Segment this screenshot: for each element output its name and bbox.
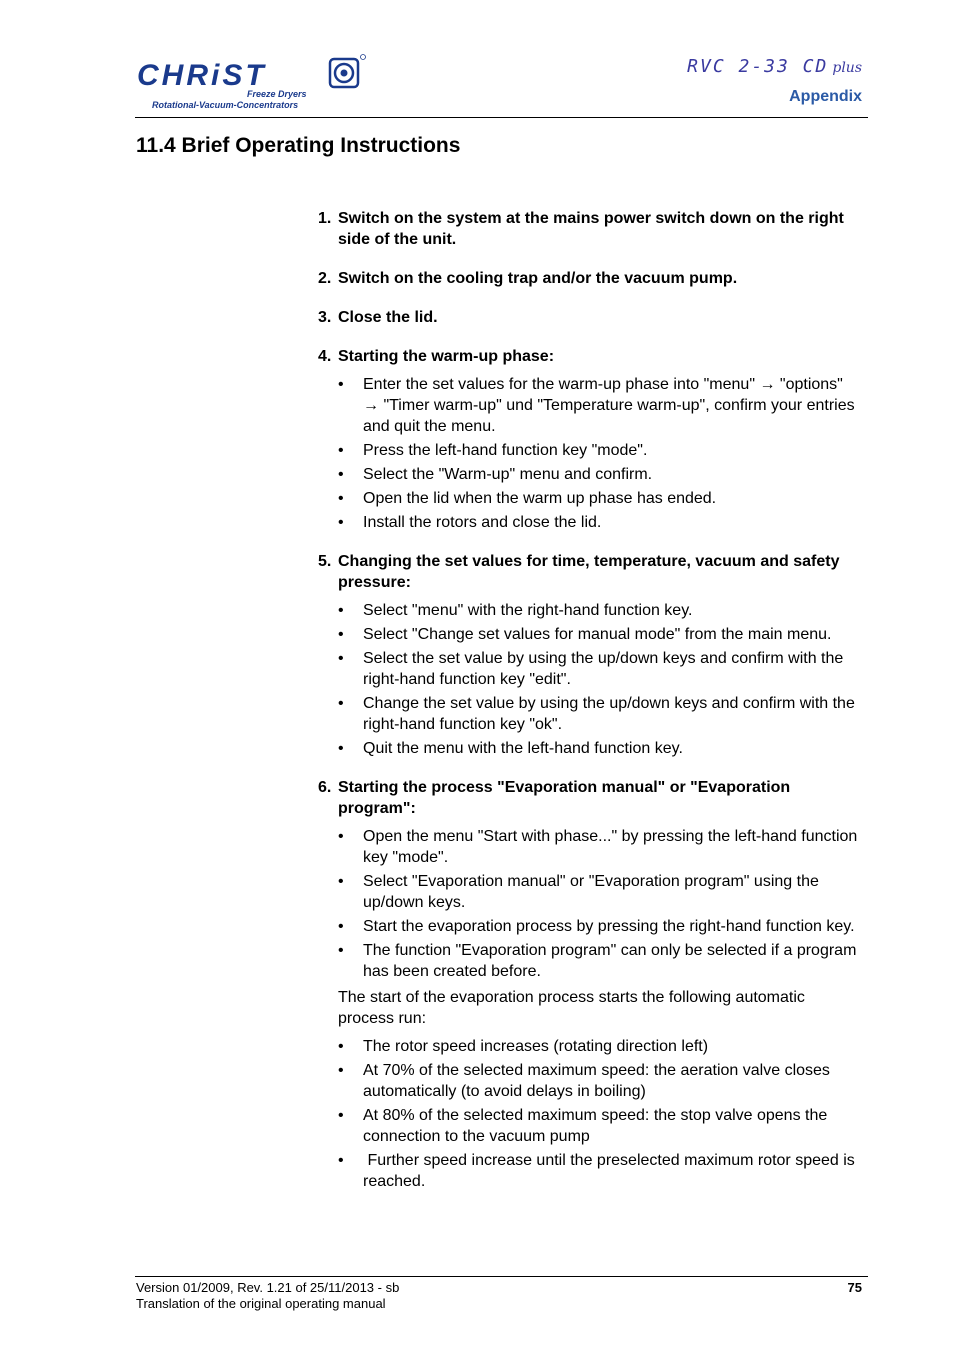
bullet-icon: • xyxy=(338,1107,344,1124)
list-item: • Start the evaporation process by pressing the right-hand function key. xyxy=(318,916,863,937)
step-bullets xyxy=(318,600,863,759)
list-item: • Further speed increase until the preselected maximum rotor speed is reached. xyxy=(318,1150,863,1192)
bullet-icon: • xyxy=(338,442,344,459)
bullet-icon: • xyxy=(338,602,344,619)
step-text: Switch on the system at the mains power switch down on the right side of the unit. xyxy=(338,210,844,248)
logo-wordmark: CHRiST xyxy=(137,59,267,92)
step-title xyxy=(318,346,863,367)
bullet-icon: • xyxy=(338,1152,344,1169)
bullet-icon: • xyxy=(338,626,344,643)
instructions-list xyxy=(318,208,863,1195)
step-5 xyxy=(318,551,863,759)
bullet-icon: • xyxy=(338,873,344,890)
list-item: • Select "Evaporation manual" or "Evaporation program" using the up/down keys. xyxy=(318,871,863,913)
list-item: • Enter the set values for the warm-up phase into "menu" → "options" → "Timer warm-up" und "Temperature warm-up", confirm your entries and quit the menu. xyxy=(318,374,863,437)
header-divider xyxy=(135,117,868,118)
step-title xyxy=(318,208,863,250)
step-4 xyxy=(318,346,863,533)
step-title xyxy=(318,268,863,289)
step-title xyxy=(318,551,863,593)
bullet-icon: • xyxy=(338,1062,344,1079)
step-number: 1. xyxy=(318,210,332,227)
list-item: • Open the lid when the warm up phase has ended. xyxy=(318,488,863,509)
step-text: Close the lid. xyxy=(338,309,438,326)
step-2 xyxy=(318,268,863,289)
step-text: Starting the process "Evaporation manual" or "Evaporation program": xyxy=(338,779,791,817)
process-description: The start of the evaporation process starts the following automatic process run: xyxy=(338,989,805,1027)
page-title: 11.4 Brief Operating Instructions xyxy=(136,134,461,157)
christ-logo xyxy=(135,52,370,114)
list-item: • Install the rotors and close the lid. xyxy=(318,512,863,533)
footer-translation-note: Translation of the original operating manual xyxy=(136,1296,386,1311)
model-suffix: plus xyxy=(832,60,862,76)
step-number: 2. xyxy=(318,270,332,287)
list-item: • Select "Change set values for manual mode" from the main menu. xyxy=(318,624,863,645)
step-1 xyxy=(318,208,863,250)
bullet-icon: • xyxy=(338,490,344,507)
step-title xyxy=(318,777,863,819)
step-number: 4. xyxy=(318,348,332,365)
step-6 xyxy=(318,777,863,1192)
process-bullets xyxy=(318,1036,863,1192)
christ-logo-mark xyxy=(135,52,370,92)
bullet-icon: • xyxy=(338,466,344,483)
step-bullets xyxy=(318,826,863,982)
list-item: • Change the set value by using the up/down keys and confirm with the right-hand function key "ok". xyxy=(318,693,863,735)
list-item: • Select the "Warm-up" menu and confirm. xyxy=(318,464,863,485)
footer-version: Version 01/2009, Rev. 1.21 of 25/11/2013 - sb xyxy=(136,1280,400,1295)
bullet-icon: • xyxy=(338,650,344,667)
step-title xyxy=(318,307,863,328)
list-item: • Press the left-hand function key "mode". xyxy=(318,440,863,461)
step-number: 5. xyxy=(318,553,332,570)
bullet-icon: • xyxy=(338,942,344,959)
bullet-icon: • xyxy=(338,376,344,393)
step-bullets xyxy=(318,374,863,533)
logo-tagline-freeze: Freeze Dryers xyxy=(247,89,307,99)
list-item: • The rotor speed increases (rotating direction left) xyxy=(318,1036,863,1057)
step-text: Changing the set values for time, temperature, vacuum and safety pressure: xyxy=(338,553,840,591)
bullet-icon: • xyxy=(338,695,344,712)
list-item: • The function "Evaporation program" can only be selected if a program has been created before. xyxy=(318,940,863,982)
list-item: • Open the menu "Start with phase..." by pressing the left-hand function key "mode". xyxy=(318,826,863,868)
list-item: • Select the set value by using the up/down keys and confirm with the right-hand function key "edit". xyxy=(318,648,863,690)
step-3 xyxy=(318,307,863,328)
bullet-icon: • xyxy=(338,740,344,757)
list-item: • Quit the menu with the left-hand function key. xyxy=(318,738,863,759)
section-label: Appendix xyxy=(789,88,862,105)
bullet-icon: • xyxy=(338,1038,344,1055)
step-text: Switch on the cooling trap and/or the vacuum pump. xyxy=(338,270,738,287)
list-item: • At 70% of the selected maximum speed: the aeration valve closes automatically (to avoid delays in boiling) xyxy=(318,1060,863,1102)
bullet-icon: • xyxy=(338,514,344,531)
model-label: RVC 2-33 CD xyxy=(687,56,829,77)
list-item: • Select "menu" with the right-hand function key. xyxy=(318,600,863,621)
bullet-icon: • xyxy=(338,918,344,935)
bullet-icon: • xyxy=(338,828,344,845)
list-item: • At 80% of the selected maximum speed: the stop valve opens the connection to the vacuum pump xyxy=(318,1105,863,1147)
step-number: 6. xyxy=(318,779,332,796)
step-number: 3. xyxy=(318,309,332,326)
step-text: Starting the warm-up phase: xyxy=(338,348,555,365)
logo-tagline-rvc: Rotational-Vacuum-Concentrators xyxy=(152,100,299,110)
page-number: 75 xyxy=(847,1280,862,1295)
model-name xyxy=(687,56,862,77)
footer-divider xyxy=(135,1276,868,1277)
